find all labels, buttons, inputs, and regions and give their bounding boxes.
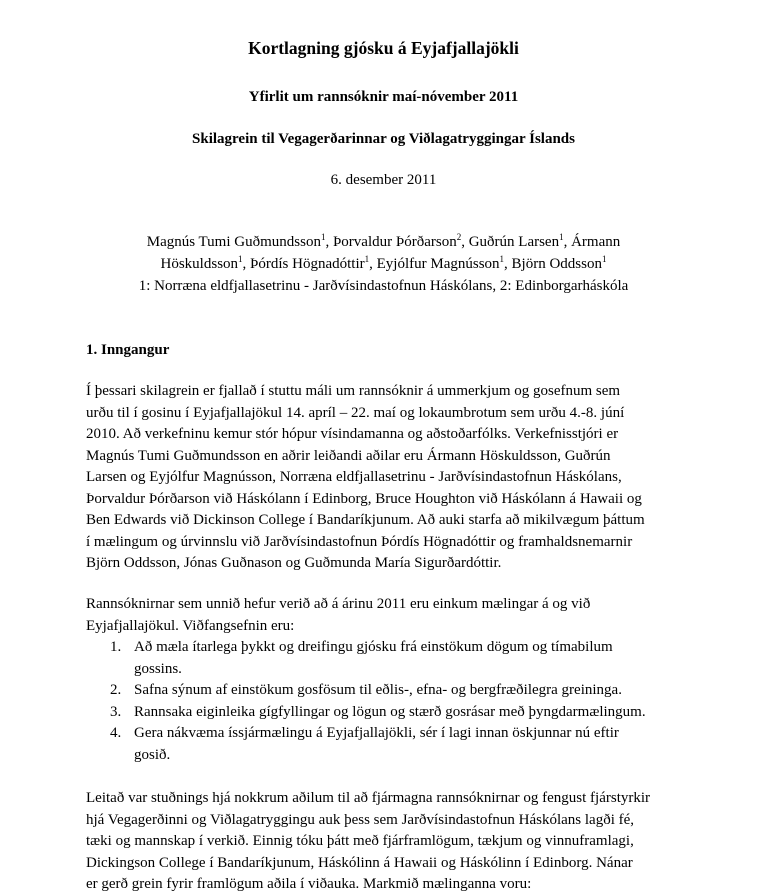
paragraph-research <box>86 594 590 637</box>
affiliation-marker: 1 <box>559 232 564 242</box>
list-item-text: gossins. <box>134 660 182 677</box>
affiliations: 1: Norræna eldfjallasetrinu - Jarðvísindastofnun Háskólans, 2: Edinborgarháskóla <box>138 278 629 294</box>
list-item-number: 2. <box>110 682 122 698</box>
author-name: , Björn Oddsson <box>504 256 602 272</box>
paragraph-line: urðu til í gosinu í Eyjafjallajökul 14. apríl – 22. maí og lokaumbrotum sem urðu 4.-8. júní <box>86 404 625 421</box>
paragraph-line: Dickingson College í Bandaríkjunum, Háskólinn á Hawaii og Háskólinn í Edinborg. Nánar <box>86 854 633 871</box>
paragraph-line: Í þessari skilagrein er fjallað í stuttu máli um rannsóknir á ummerkjum og gosefnum sem <box>86 383 621 399</box>
author-name: Höskuldsson <box>160 256 239 272</box>
list-item-number: 1. <box>110 639 122 655</box>
list-item-text: gosið. <box>134 746 171 763</box>
authors-line-1 <box>0 234 767 251</box>
affiliation-marker: 1 <box>364 254 370 264</box>
author-name: , Eyjólfur Magnússon <box>369 256 500 272</box>
author-name: , Guðrún Larsen <box>461 234 560 250</box>
authors-line-2 <box>0 256 767 273</box>
document-title: Kortlagning gjósku á Eyjafjallajökli <box>248 38 519 58</box>
list-item-number: 4. <box>110 725 122 741</box>
list-item-text: Að mæla ítarlega þykkt og dreifingu gjósku frá einstökum dögum og tímabilum <box>134 639 613 655</box>
author-name: , Þorvaldur Þórðarson <box>325 234 457 250</box>
paragraph-line: Eyjafjallajökul. Viðfangsefnin eru: <box>86 617 295 634</box>
affiliation-marker: 1 <box>320 232 326 242</box>
paragraph-line: tæki og mannskap í verkið. Einnig tóku þátt með fjárframlögum, tækjum og vinnuframlagi, <box>86 833 634 849</box>
affiliation-marker: 1 <box>499 254 505 264</box>
paragraph-intro <box>86 381 645 575</box>
affiliation-marker: 1 <box>601 254 607 264</box>
section-heading <box>86 342 169 359</box>
report-type: Skilagrein til Vegagerðarinnar og Viðlagatryggingar Íslands <box>192 131 575 147</box>
list-item-text: Safna sýnum af einstökum gosfösum til eðlis-, efna- og bergfræðilegra greininga. <box>134 682 622 698</box>
author-name: , Þórdís Högnadóttir <box>242 256 365 272</box>
paragraph-line: Ben Edwards við Dickinson College í Bandaríkjunum. Að auki starfa að mikilvægum þáttum <box>86 512 645 528</box>
affiliation-marker: 1 <box>238 254 243 264</box>
paragraph-line: hjá Vegagerðinni og Viðlagatryggingu auk þess sem Jarðvísindastofnun Háskólans lagði fé, <box>86 811 635 828</box>
affiliation-marker: 2 <box>456 232 462 242</box>
paragraph-line: Rannsóknirnar sem unnið hefur verið að á árinu 2011 eru einkum mælingar á og við <box>86 596 591 612</box>
paragraph-line: Magnús Tumi Guðmundsson en aðrir leiðandi aðilar eru Ármann Höskuldsson, Guðrún <box>86 447 611 464</box>
paragraph-line: í mælingum og úrvinnslu við Jarðvísindastofnun Þórdís Högnadóttir og framhaldsnemarnir <box>86 533 633 550</box>
paragraph-line: 2010. Að verkefninu kemur stór hópur vísindamanna og aðstoðarfólks. Verkefnisstjóri er <box>86 426 619 442</box>
paragraph-funding <box>86 788 650 896</box>
paragraph-line: er gerð grein fyrir framlögum aðila í viðauka. Markmið mælinganna voru: <box>86 876 532 892</box>
section-number: 1. <box>86 342 98 358</box>
list-item-text: Gera nákvæma íssjármælingu á Eyjafjallajökli, sér í lagi innan öskjunnar nú eftir <box>134 725 619 741</box>
report-date: 6. desember 2011 <box>330 172 437 188</box>
paragraph-line: Þorvaldur Þórðarson við Háskólann í Edinborg, Bruce Houghton við Háskólann á Hawaii og <box>86 490 642 507</box>
author-name: , Ármann <box>563 234 621 250</box>
paragraph-line: Leitað var stuðnings hjá nokkrum aðilum til að fjármagna rannsóknirnar og fengust fjárstyrkir <box>86 790 651 806</box>
author-name: Magnús Tumi Guðmundsson <box>146 234 321 250</box>
paragraph-line: Larsen og Eyjólfur Magnússon, Norræna eldfjallasetrinu - Jarðvísindastofnun Háskólans, <box>86 469 622 485</box>
paragraph-line: Björn Oddsson, Jónas Guðnason og Guðmunda María Sigurðardóttir. <box>86 555 502 571</box>
section-title: Inngangur <box>101 342 170 358</box>
list-item-text: Rannsaka eiginleika gígfyllingar og lögun og stærð gosrásar með þyngdarmælingum. <box>134 703 646 720</box>
list-item-number: 3. <box>110 703 122 720</box>
document-subtitle: Yfirlit um rannsóknir maí-nóvember 2011 <box>248 89 519 105</box>
